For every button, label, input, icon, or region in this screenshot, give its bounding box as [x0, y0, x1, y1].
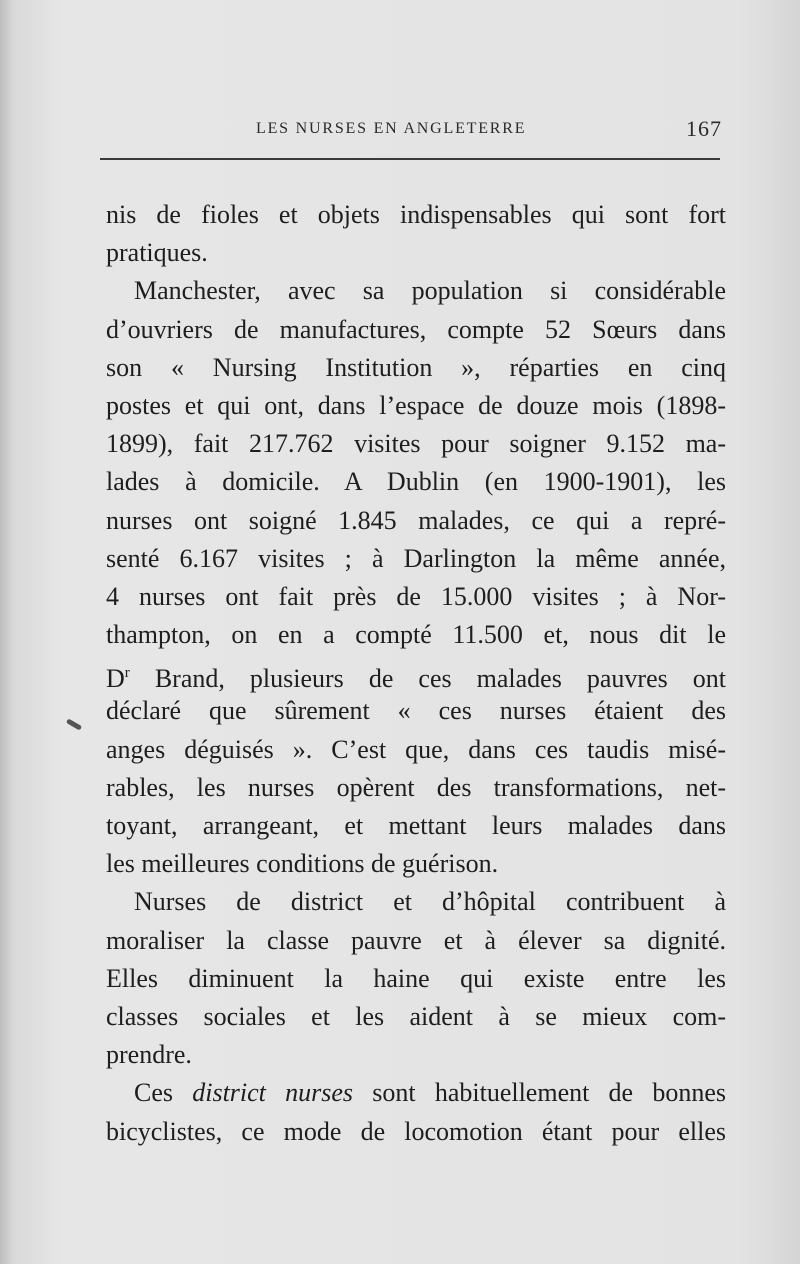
running-title: LES NURSES EN ANGLETERRE — [256, 120, 527, 137]
paragraph-first-line — [106, 1074, 726, 1112]
paragraph-first-line: Manchester, avec sa population si considérable — [134, 276, 726, 306]
text-line: bicyclistes, ce mode de locomotion étant pour elles — [106, 1116, 726, 1146]
header-rule — [100, 158, 720, 160]
text-line: 4 nurses ont fait près de 15.000 visites ; à Nor- — [106, 581, 726, 611]
text-line: rables, les nurses opèrent des transformations, net- — [106, 772, 726, 802]
text-line: anges déguisés ». C’est que, dans ces taudis misé- — [106, 734, 726, 764]
abbrev-docteur: D — [106, 664, 125, 694]
text-line-rest: sont habituellement de bonnes — [353, 1078, 726, 1108]
italic-term: district nurses — [192, 1078, 354, 1108]
abbrev-superscript: r — [124, 665, 130, 682]
text-line: nis de fioles et objets indispensables qui sont fort — [106, 200, 726, 229]
text-line-rest: Brand, plusieurs de ces malades pauvres ont — [129, 664, 726, 694]
paragraph-first-line: Nurses de district et d’hôpital contribuent à — [134, 887, 726, 917]
page-number: 167 — [686, 116, 722, 141]
text-line: classes sociales et les aident à se mieux com- — [106, 1001, 726, 1031]
text-line — [106, 654, 726, 692]
text-line: Elles diminuent la haine qui existe entre les — [106, 963, 726, 993]
text-line: déclaré que sûrement « ces nurses étaient des — [106, 696, 726, 726]
text-line: les meilleures conditions de guérison. — [106, 849, 499, 879]
text-line: pratiques. — [106, 238, 208, 268]
text-line: moraliser la classe pauvre et à élever sa dignité. — [106, 925, 726, 955]
text-line: 1899), fait 217.762 visites pour soigner 9.152 ma- — [106, 429, 726, 459]
text-line: toyant, arrangeant, et mettant leurs malades dans — [106, 811, 726, 840]
text-line: prendre. — [106, 1040, 192, 1070]
text-line: lades à domicile. A Dublin (en 1900-1901), les — [106, 467, 726, 497]
text-line: postes et qui ont, dans l’espace de douze mois (1898- — [106, 390, 726, 420]
text-line: nurses ont soigné 1.845 malades, ce qui a repré- — [106, 505, 726, 535]
page-header — [0, 114, 800, 144]
body-text — [106, 196, 726, 1151]
text-line: senté 6.167 visites ; à Darlington la même année, — [106, 543, 726, 573]
text-line: son « Nursing Institution », réparties en cinq — [106, 352, 726, 382]
text-line-start: Ces — [134, 1078, 193, 1108]
text-line: thampton, on en a compté 11.500 et, nous dit le — [106, 620, 726, 650]
text-line: d’ouvriers de manufactures, compte 52 Sœurs dans — [106, 314, 726, 344]
ink-speck — [66, 718, 82, 730]
